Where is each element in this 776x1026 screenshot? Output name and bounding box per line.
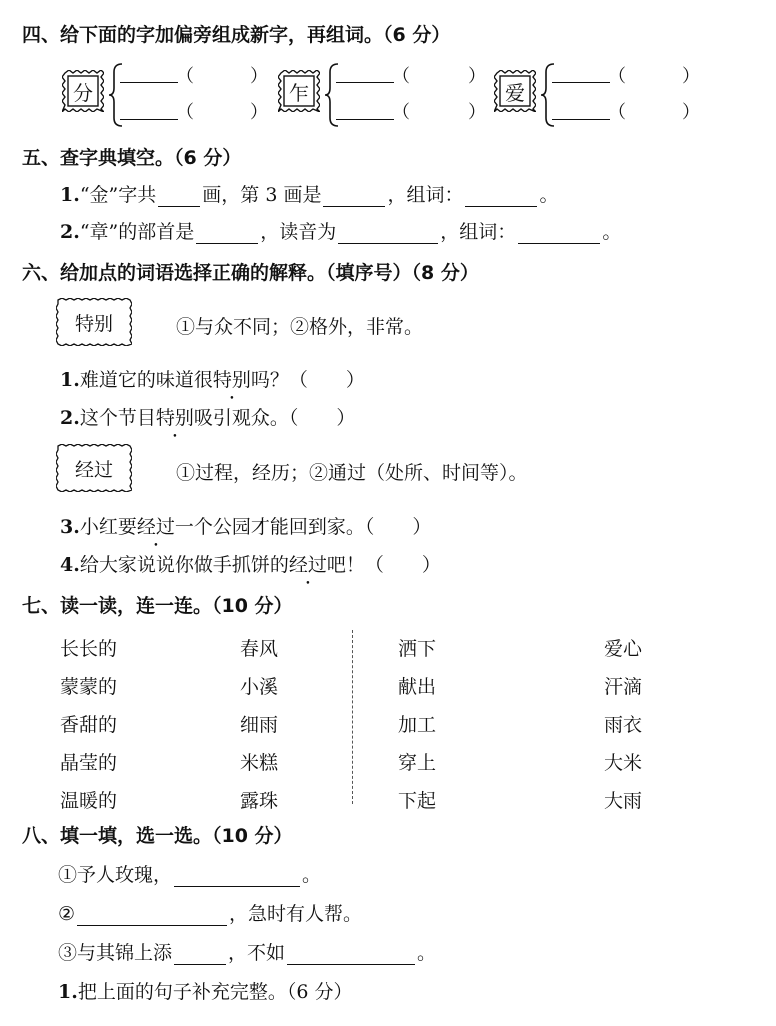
match-item[interactable]: 爱心 [604, 638, 643, 660]
s6-question-1 [60, 365, 365, 392]
word-stamp-tebie [56, 298, 132, 346]
match-item[interactable]: 露珠 [240, 790, 279, 812]
question-text: 吸引观众。（ ） [193, 407, 356, 429]
answer-blank[interactable] [174, 866, 300, 887]
dotted-word: 经过 [288, 554, 327, 576]
section-7-title: 七、读一读，连一连。（10 分） [22, 595, 293, 617]
definition-1: ①与众不同；②格外，非常。 [176, 316, 424, 338]
answer-blank[interactable] [77, 905, 227, 926]
match-item[interactable]: 温暖的 [60, 790, 118, 812]
s6-question-4 [60, 550, 441, 577]
match-item[interactable]: 小溪 [240, 676, 279, 698]
question-text: 这个节目 [79, 407, 156, 429]
s8-line-2 [58, 899, 362, 926]
s5-question-1 [60, 180, 558, 207]
match-item[interactable]: 下起 [398, 790, 437, 812]
answer-blank[interactable] [158, 186, 200, 207]
answer-blank[interactable] [287, 944, 415, 965]
question-text: ，读音为 [260, 221, 337, 243]
answer-blank[interactable] [323, 186, 385, 207]
dotted-word: 经过 [136, 516, 175, 538]
match-item[interactable]: 细雨 [240, 714, 279, 736]
question-text: “金”字共 [79, 184, 157, 206]
blank-line[interactable] [336, 119, 394, 120]
line-text: ①予人玫瑰， [58, 864, 173, 886]
paren-open: （ [176, 66, 194, 87]
match-item[interactable]: 香甜的 [60, 714, 118, 736]
s6-question-2 [60, 403, 355, 430]
word-label: 特别 [74, 312, 113, 335]
paren-open: （ [608, 102, 626, 123]
blank-line[interactable] [120, 82, 178, 83]
match-item[interactable]: 米糕 [240, 752, 279, 774]
question-text: 难道它的味道很 [79, 369, 213, 391]
s6-question-3 [60, 512, 431, 539]
s5-question-2 [60, 217, 621, 244]
question-number: 4. [60, 554, 80, 576]
question-text: 一个公园才能回到家。（ ） [174, 516, 432, 538]
blank-line[interactable] [120, 119, 178, 120]
match-column-3 [398, 630, 436, 820]
dotted-word: 特别 [212, 369, 251, 391]
answer-blank[interactable] [196, 223, 258, 244]
char-ai: 爱 [505, 80, 525, 105]
question-text: “章”的部首是 [79, 221, 195, 243]
line-text: ，不如 [228, 942, 286, 964]
line-text: 。 [302, 864, 322, 886]
line-text: ，急时有人帮。 [229, 903, 363, 925]
question-text: 小红要 [79, 516, 137, 538]
section-8-title: 八、填一填，选一选。（10 分） [22, 825, 293, 847]
question-text: 吧！（ ） [326, 554, 441, 576]
section-4-title: 四、给下面的字加偏旁组成新字，再组词。（6 分） [22, 24, 451, 46]
match-column-4 [604, 630, 642, 820]
question-text: 把上面的句子补充完整。（6 分） [77, 981, 353, 1003]
word-stamp-jingguo [56, 444, 132, 492]
line-text: 。 [417, 942, 437, 964]
question-text: 。 [539, 184, 559, 206]
match-column-2 [240, 630, 278, 820]
dotted-word: 特别 [155, 407, 194, 429]
match-item[interactable]: 大米 [604, 752, 643, 774]
question-text: 吗？（ ） [250, 369, 365, 391]
match-item[interactable]: 汗滴 [604, 676, 643, 698]
match-item[interactable]: 加工 [398, 714, 437, 736]
question-number: 2. [60, 221, 80, 243]
paren-open: （ [176, 102, 194, 123]
blank-line[interactable] [552, 119, 610, 120]
match-item[interactable]: 洒下 [398, 638, 437, 660]
answer-blank[interactable] [518, 223, 600, 244]
question-text: 给大家说说你做手抓饼的 [79, 554, 289, 576]
s8-line-1 [58, 860, 321, 887]
question-text: ，组词： [440, 221, 517, 243]
paren-close: ） [250, 102, 268, 123]
paren-close: ） [682, 66, 700, 87]
char-zha: 乍 [289, 80, 309, 105]
match-item[interactable]: 春风 [240, 638, 279, 660]
paren-open: （ [392, 66, 410, 87]
match-item[interactable]: 长长的 [60, 638, 118, 660]
question-number: 3. [60, 516, 80, 538]
blank-line[interactable] [336, 82, 394, 83]
stamp-char-1 [62, 70, 104, 112]
s8-question-1 [58, 977, 352, 1004]
match-item[interactable]: 大雨 [604, 790, 643, 812]
paren-close: ） [468, 66, 486, 87]
paren-close: ） [682, 102, 700, 123]
question-number: 1. [58, 981, 78, 1003]
answer-blank[interactable] [174, 944, 226, 965]
match-item[interactable]: 献出 [398, 676, 437, 698]
question-number: 1. [60, 369, 80, 391]
match-item[interactable]: 晶莹的 [60, 752, 118, 774]
match-item[interactable]: 雨衣 [604, 714, 643, 736]
line-text: ② [58, 903, 76, 925]
answer-blank[interactable] [465, 186, 537, 207]
section-5-title: 五、查字典填空。（6 分） [22, 147, 242, 169]
question-number: 2. [60, 407, 80, 429]
answer-blank[interactable] [338, 223, 438, 244]
question-text: 画，第 3 画是 [202, 184, 322, 206]
line-text: ③与其锦上添 [58, 942, 173, 964]
match-item[interactable]: 穿上 [398, 752, 437, 774]
paren-open: （ [608, 66, 626, 87]
match-column-1 [60, 630, 117, 820]
section-6-title: 六、给加点的词语选择正确的解释。（填序号）（8 分） [22, 262, 479, 284]
question-text: ，组词： [387, 184, 464, 206]
definition-2: ①过程，经历；②通过（处所、时间等）。 [176, 462, 528, 484]
stamp-char-2 [278, 70, 320, 112]
blank-line[interactable] [552, 82, 610, 83]
dashed-divider [352, 630, 353, 804]
char-fen: 分 [73, 80, 93, 105]
paren-open: （ [392, 102, 410, 123]
paren-close: ） [468, 102, 486, 123]
stamp-char-3 [494, 70, 536, 112]
question-number: 1. [60, 184, 80, 206]
question-text: 。 [602, 221, 622, 243]
s8-line-3 [58, 938, 436, 965]
match-item[interactable]: 蒙蒙的 [60, 676, 118, 698]
paren-close: ） [250, 66, 268, 87]
word-label: 经过 [74, 458, 113, 481]
